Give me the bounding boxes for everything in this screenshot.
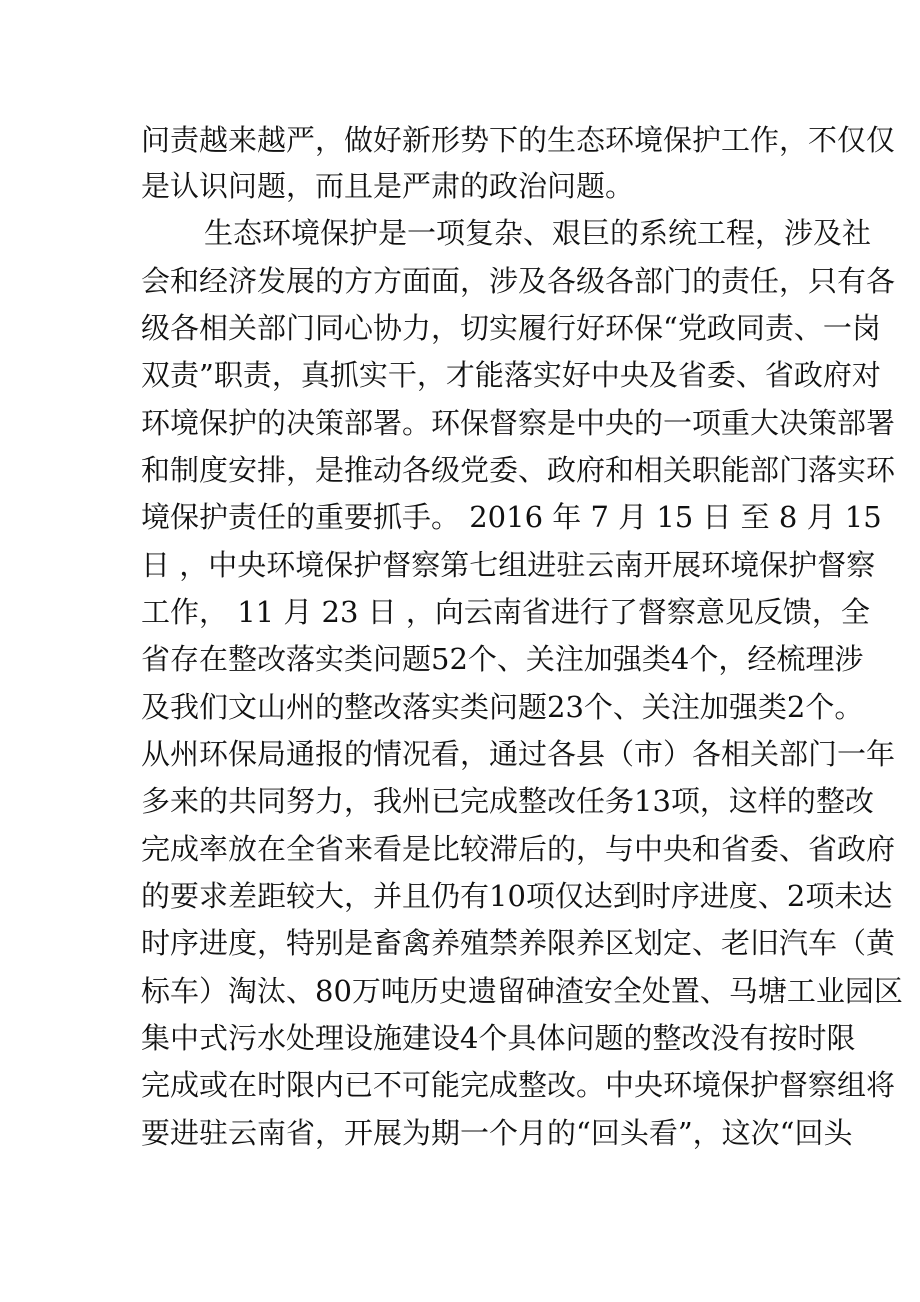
text-line: 标车）淘汰、80万吨历史遗留砷渣安全处置、马塘工业园区 <box>141 974 903 1008</box>
text-line: 完成或在时限内已不可能完成整改。中央环境保护督察组将 <box>141 1068 896 1102</box>
text-line: 省存在整改落实类问题52个、关注加强类4个，经梳理涉 <box>141 642 864 676</box>
text-line: 环境保护的决策部署。环保督察是中央的一项重大决策部署 <box>141 406 896 440</box>
text-line: 从州环保局通报的情况看，通过各县（市）各相关部门一年 <box>141 737 896 771</box>
text-line: 双责”职责，真抓实干，才能落实好中央及省委、省政府对 <box>141 358 881 392</box>
text-line: 的要求差距较大，并且仍有10项仅达到时序进度、2项未达 <box>141 879 893 913</box>
text-line: 问责越来越严，做好新形势下的生态环境保护工作，不仅仅 <box>141 123 896 157</box>
text-line: 生态环境保护是一项复杂、艰巨的系统工程，涉及社 <box>204 216 872 250</box>
text-line: 完成率放在全省来看是比较滞后的，与中央和省委、省政府 <box>141 832 896 866</box>
text-line: 及我们文山州的整改落实类问题23个、关注加强类2个。 <box>141 690 864 724</box>
text-line: 工作， 11 月 23 日 ，向云南省进行了督察意见反馈，全 <box>141 595 870 629</box>
text-line: 和制度安排，是推动各级党委、政府和相关职能部门落实环 <box>141 453 896 487</box>
text-line: 多来的共同努力，我州已完成整改任务13项，这样的整改 <box>141 784 874 818</box>
text-line: 级各相关部门同心协力，切实履行好环保“党政同责、一岗 <box>141 311 881 345</box>
text-line: 境保护责任的重要抓手。 2016 年 7 月 15 日 至 8 月 15 <box>141 500 882 534</box>
text-line: 是认识问题，而且是严肃的政治问题。 <box>141 169 635 203</box>
text-line: 会和经济发展的方方面面，涉及各级各部门的责任，只有各 <box>141 264 896 298</box>
text-line: 日 ，中央环境保护督察第七组进驻云南开展环境保护督察 <box>141 548 876 582</box>
text-line: 时序进度，特别是畜禽养殖禁养限养区划定、老旧汽车（黄 <box>141 926 896 960</box>
text-line: 集中式污水处理设施建设4个具体问题的整改没有按时限 <box>141 1021 856 1055</box>
text-line: 要进驻云南省，开展为期一个月的“回头看”，这次“回头 <box>141 1116 853 1150</box>
